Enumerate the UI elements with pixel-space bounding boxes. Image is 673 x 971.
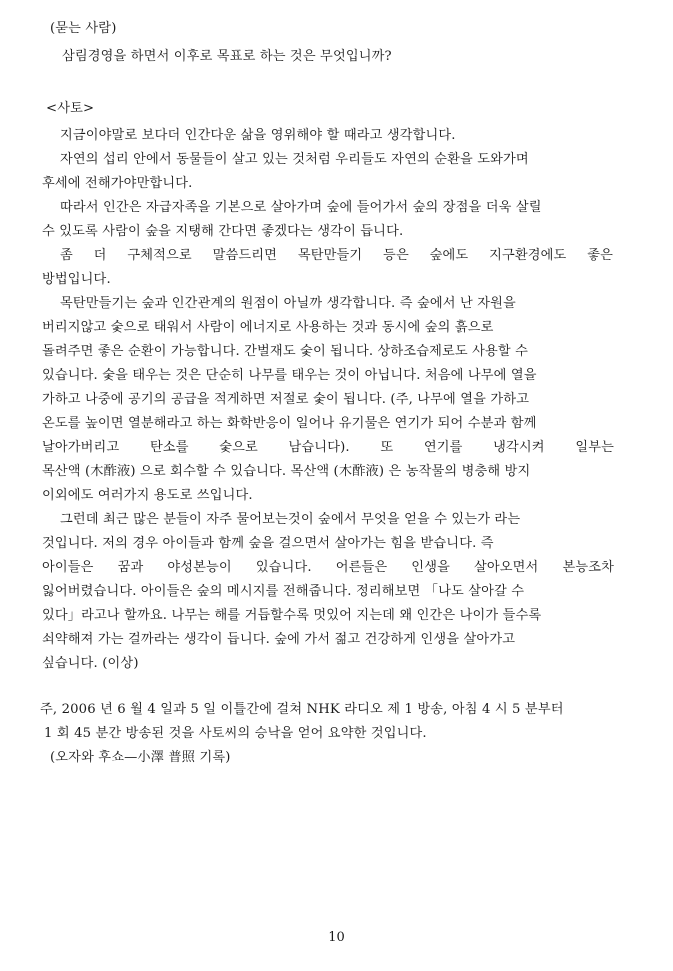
answer-line: 수 있도록 사람이 숲을 지탱해 간다면 좋겠다는 생각이 듭니다. [42, 224, 404, 239]
answer-line: 방법입니다. [42, 272, 111, 287]
answer-line: 것입니다. 저의 경우 아이들과 함께 숲을 걸으면서 살아가는 힘을 받습니다. 즉 [42, 536, 494, 551]
answer-line: 가하고 나중에 공기의 공급을 적게하면 저절로 숯이 됩니다. (주, 나무에 열을 가하고 [42, 392, 530, 407]
answer-line: 있습니다. 숯을 태우는 것은 단순히 나무를 태우는 것이 아닙니다. 처음에 나무에 열을 [42, 368, 537, 383]
footnote-line: 주, 2006 년 6 월 4 일과 5 일 이틀간에 걸쳐 NHK 라디오 제 1 방송, 아침 4 시 5 분부터 [40, 702, 564, 717]
answer-line: 싶습니다. (이상) [42, 656, 139, 671]
answer-line: 잃어버렸습니다. 아이들은 숲의 메시지를 전해줍니다. 정리해보면 「나도 살아갈 수 [42, 584, 525, 599]
answer-line: 온도를 높이면 열분해라고 하는 화학반응이 일어나 유기물은 연기가 되어 수분과 함께 [42, 416, 537, 431]
page-number: 10 [328, 930, 345, 945]
answer-line: 후세에 전해가야만합니다. [42, 176, 193, 191]
answer-line: 날아가버리고 탄소를 숯으로 남습니다). 또 연기를 냉각시켜 일부는 [42, 440, 614, 455]
question-label: (묻는 사람) [50, 21, 117, 36]
answer-line: 좀 더 구체적으로 말씀드리면 목탄만들기 등은 숲에도 지구환경에도 좋은 [60, 248, 613, 263]
answer-label: <사토> [46, 101, 95, 116]
answer-line: 그런데 최근 많은 분들이 자주 물어보는것이 숲에서 무엇을 얻을 수 있는가 라는 [60, 512, 521, 527]
answer-line: 쇠약해져 가는 걸까라는 생각이 듭니다. 숲에 가서 젊고 건강하게 인생을 살아가고 [42, 632, 516, 647]
answer-line: 자연의 섭리 안에서 동물들이 살고 있는 것처럼 우리들도 자연의 순환을 도와가며 [60, 152, 529, 167]
answer-line: 아이들은 꿈과 야성본능이 있습니다. 어른들은 인생을 살아오면서 본능조차 [42, 560, 614, 575]
answer-line: 지금이야말로 보다더 인간다운 삶을 영위해야 할 때라고 생각합니다. [60, 128, 456, 143]
answer-line: 버리지않고 숯으로 태워서 사람이 에너지로 사용하는 것과 동시에 숲의 흙으로 [42, 320, 494, 335]
footnote-credit: (오자와 후쇼—小澤 普照 기록) [50, 750, 231, 765]
footnote-line: 1 회 45 분간 방송된 것을 사토씨의 승낙을 얻어 요약한 것입니다. [44, 726, 427, 741]
question-text: 삼림경영을 하면서 이후로 목표로 하는 것은 무엇입니까? [62, 49, 392, 64]
answer-line: 목산액 (木酢液) 으로 회수할 수 있습니다. 목산액 (木酢液) 은 농작물의 병충해 방지 [42, 464, 531, 479]
answer-line: 이외에도 여러가지 용도로 쓰입니다. [42, 488, 253, 503]
answer-line: 돌려주면 좋은 순환이 가능합니다. 간벌재도 숯이 됩니다. 상하조습제로도 사용할 수 [42, 344, 528, 359]
answer-line: 목탄만들기는 숲과 인간관계의 원점이 아닐까 생각합니다. 즉 숲에서 난 자원을 [60, 296, 516, 311]
answer-line: 있다」라고나 할까요. 나무는 해를 거듭할수록 멋있어 지는데 왜 인간은 나이가 들수록 [42, 608, 542, 623]
answer-line: 따라서 인간은 자급자족을 기본으로 살아가며 숲에 들어가서 숲의 장점을 더욱 살릴 [60, 200, 542, 215]
